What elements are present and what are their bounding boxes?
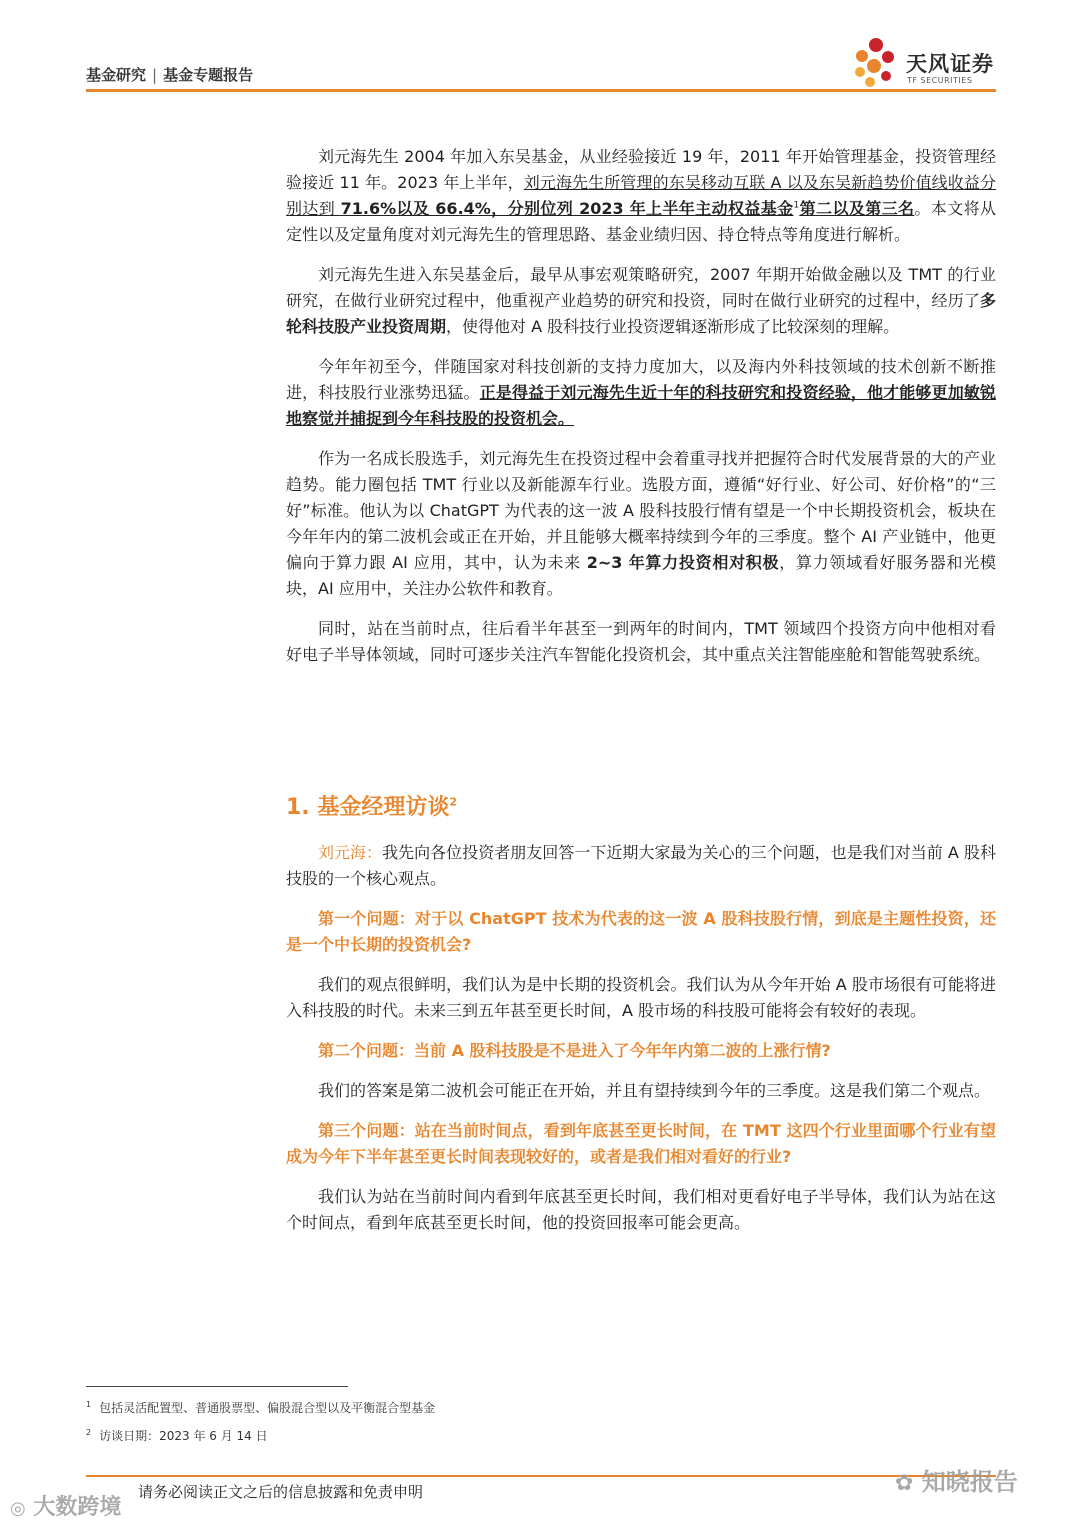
flower-logo-icon: [848, 36, 902, 88]
section-title: [286, 790, 457, 821]
footnote-1: [86, 1399, 435, 1416]
footnote-2-text: 访谈日期：2023 年 6 月 14 日: [99, 1429, 268, 1443]
answer-2: 我们的答案是第二波机会可能正在开始，并且有望持续到今年的三季度。这是我们第二个观点。: [318, 1081, 991, 1100]
paragraph-5: 同时，站在当前时点，往后看半年甚至一到两年的时间内，TMT 领域四个投资方向中他相对看好电子半导体领域，同时可逐步关注汽车智能化投资机会，其中重点关注智能座舱和智能驾驶系统。: [286, 619, 996, 664]
breadcrumb-fund-research: 基金研究: [86, 66, 147, 84]
footnote-ref-2: 2: [449, 795, 457, 809]
paragraph-3: [286, 354, 996, 432]
p1-bold-2: 第二以及第三名: [799, 199, 915, 218]
intro-answer: 我先向各位投资者朋友回答一下近期大家最为关心的三个问题，也是我们对当前 A 股科技股的一个核心观点。: [286, 843, 996, 888]
tf-securities-logo: [848, 36, 998, 88]
footnote-2-number: 2: [86, 1428, 92, 1437]
p2-text-a: 刘元海先生进入东吴基金后，最早从事宏观策略研究，2007 年期开始做金融以及 TMT 的行业研究，在做行业研究过程中，他重视产业趋势的研究和投资，同时在做行业研究的过程中，经历了: [286, 265, 996, 310]
breadcrumb: [86, 64, 253, 85]
p1-bold-1: 71.6%以及 66.4%，分别位列 2023 年上半年主动权益基金: [340, 199, 794, 218]
logo-subtitle: TF SECURITIES: [907, 76, 973, 85]
answer-3: 我们认为站在当前时间内看到年底甚至更长时间，我们相对更看好电子半导体，我们认为站在这个时间点，看到年底甚至更长时间，他的投资回报率可能会更高。: [286, 1187, 996, 1232]
speaker-name: 刘元海：: [318, 843, 383, 862]
intro-text: [286, 144, 996, 668]
paragraph-4: [286, 446, 996, 602]
p4-bold: 2~3 年算力投资相对积极: [586, 553, 780, 572]
footer-rule: [86, 1475, 996, 1477]
p3-bold: 正是得益于刘元海先生近十年的科技研究和投资经验，他才能够更加敏锐地察觉并捕捉到今年科技股的投资机会。: [286, 383, 996, 428]
p1-text-a: 刘元海先生 2004 年加入东吴基金，从业经验接近 19 年，2011 年开始管理基金，投资管理经验接近 11 年。2023 年上半年，: [286, 147, 996, 192]
p4-text-c: ，算力领域看好服务器和光模块，AI 应用中，关注办公软件和教育。: [286, 553, 996, 598]
footnote-2: [86, 1427, 268, 1444]
p2-text-c: ，使得他对 A 股科技行业投资逻辑逐渐形成了比较深刻的理解。: [446, 317, 900, 336]
footnote-rule: [86, 1386, 348, 1387]
wechat-icon: ✿: [895, 1471, 914, 1496]
interview-intro: [286, 840, 996, 892]
watermark-left: [10, 1490, 121, 1521]
section-title-text: 1. 基金经理访谈: [286, 795, 450, 820]
question-1: 第一个问题：对于以 ChatGPT 技术为代表的这一波 A 股科技股行情，到底是主题性投资，还是一个中长期的投资机会?: [286, 909, 996, 954]
p1-underline: 刘元海先生所管理的东吴移动互联 A 以及东吴新趋势价值线收益分别达到: [286, 173, 996, 218]
watermark-logo-icon: ◎: [10, 1498, 26, 1519]
paragraph-1: [286, 144, 996, 248]
footnote-ref-1: 1: [793, 200, 800, 211]
p4-text-a: 作为一名成长股选手，刘元海先生在投资过程中会着重寻找并把握符合时代发展背景的大的产业趋势。能力圈包括 TMT 行业以及新能源车行业。选股方面，遵循“好行业、好公司、好价格”的“三好”标准。他认为以 ChatGPT 为代表的这一波 A 股科技股行情有望是一个中长期投资机会，板块在今年年内的第二波机会或正在开始，并且能够大概率持续到今年的三季度。整个 AI 产业链中，他更偏向于算力跟 AI 应用，其中，认为未来: [286, 449, 996, 572]
disclaimer-text: 请务必阅读正文之后的信息披露和免责申明: [138, 1483, 424, 1501]
footnote-1-number: 1: [86, 1400, 92, 1409]
footnote-1-text: 包括灵活配置型、普通股票型、偏股混合型以及平衡混合型基金: [99, 1401, 436, 1415]
interview-text: [286, 840, 996, 1236]
logo-name: 天风证券: [906, 52, 994, 76]
header-rule: [86, 89, 996, 92]
watermark-right-text: 知晓报告: [921, 1468, 1018, 1496]
p1-text-c: 。本文将从定性以及定量角度对刘元海先生的管理思路、基金业绩归因、持仓特点等角度进行解析。: [286, 199, 996, 244]
p2-bold: 多轮科技股产业投资周期: [286, 291, 996, 336]
p3-text-a: 今年年初至今，伴随国家对科技创新的支持力度加大，以及海内外科技领域的技术创新不断推进，科技股行业涨势迅猛。: [286, 357, 996, 402]
watermark-left-text: 大数跨境: [33, 1495, 122, 1520]
breadcrumb-separator: |: [152, 66, 158, 84]
breadcrumb-report-type: 基金专题报告: [163, 66, 254, 84]
answer-1: 我们的观点很鲜明，我们认为是中长期的投资机会。我们认为从今年开始 A 股市场很有可能将进入科技股的时代。未来三到五年甚至更长时间，A 股市场的科技股可能将会有较好的表现。: [286, 975, 996, 1020]
paragraph-2: [286, 262, 996, 340]
watermark-right: [895, 1462, 1018, 1497]
question-3: 第三个问题：站在当前时间点，看到年底甚至更长时间，在 TMT 这四个行业里面哪个行业有望成为今年下半年甚至更长时间表现较好的，或者是我们相对看好的行业?: [286, 1121, 996, 1166]
question-2: 第二个问题：当前 A 股科技股是不是进入了今年年内第二波的上涨行情?: [318, 1041, 831, 1060]
